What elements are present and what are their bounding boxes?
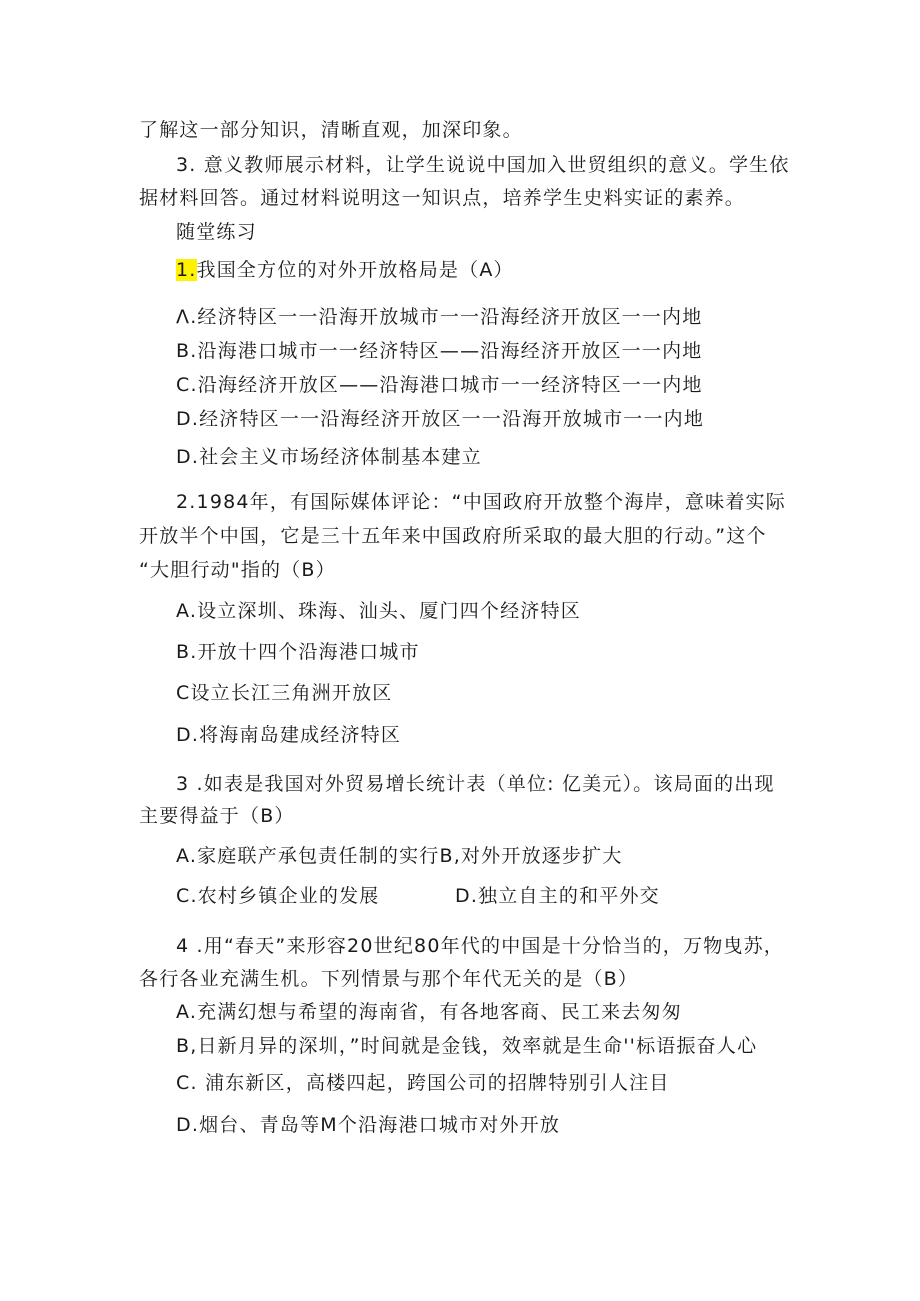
question-3-option-ab: A.家庭联产承包责任制的实行B,对外开放逐步扩大	[176, 845, 623, 867]
question-1-stem	[176, 258, 514, 282]
question-1-option-a: Λ.经济特区一一沿海开放城市一一沿海经济开放区一一内地	[176, 306, 703, 328]
question-1-option-c: C.沿海经济开放区——沿海港口城市一一经济特区一一内地	[176, 374, 703, 396]
question-2-option-b: B.开放十四个沿海港口城市	[176, 641, 420, 663]
question-3-stem-line-2: 主要得益于（B）	[139, 805, 295, 827]
item-3-line-1: 3. 意义教师展示材料，让学生说说中国加入世贸组织的意义。学生依	[176, 154, 790, 176]
question-4-stem-line-1: 4 .用“春天”来形容20世纪80年代的中国是十分恰当的，万物曳苏，	[176, 935, 785, 957]
question-1-number-highlight: 1.	[176, 259, 197, 281]
question-2-option-a: A.设立深圳、珠海、汕头、厦门四个经济特区	[176, 600, 581, 622]
question-2-option-d: D.将海南岛建成经济特区	[176, 724, 402, 746]
question-2-stem-line-3: “大胆行动"指的（B）	[139, 559, 336, 581]
question-3-option-d: D.独立自主的和平外交	[455, 885, 660, 907]
section-title: 随堂练习	[176, 221, 257, 243]
question-4-option-b: B,日新月异的深圳，”时间就是金钱，效率就是生命''标语振奋人心	[176, 1035, 758, 1057]
intro-line: 了解这一部分知识，清晰直观，加深印象。	[139, 119, 523, 141]
question-2-stem-line-2: 开放半个中国，它是三十五年来中国政府所采取的最大胆的行动。”这个	[139, 525, 767, 547]
question-2-option-c: C设立长江三角洲开放区	[176, 682, 393, 704]
question-1-option-d-extra: D.社会主义市场经济体制基本建立	[176, 446, 482, 468]
question-4-option-a: A.充满幻想与希望的海南省，有各地客商、民工来去匆匆	[176, 1001, 682, 1023]
question-3-stem-line-1: 3 .如表是我国对外贸易增长统计表（单位: 亿美元）。该局面的出现	[176, 773, 775, 795]
question-4-option-d: D.烟台、青岛等M个沿海港口城市对外开放	[176, 1114, 561, 1136]
question-1-text: 我国全方位的对外开放格局是（A）	[196, 259, 514, 281]
question-1-option-b: B.沿海港口城市一一经济特区——沿海经济开放区一一内地	[176, 340, 703, 362]
question-2-stem-line-1: 2.1984年，有国际媒体评论：“中国政府开放整个海岸，意味着实际	[176, 491, 786, 513]
question-4-stem-line-2: 各行各业充满生机。下列情景与那个年代无关的是（B）	[139, 968, 639, 990]
question-3-option-c: C.农村乡镇企业的发展	[176, 885, 380, 907]
item-3-line-2: 据材料回答。通过材料说明这一知识点，培养学生史料实证的素养。	[139, 187, 746, 209]
question-4-option-c: C. 浦东新区，高楼四起，跨国公司的招牌特别引人注目	[176, 1072, 670, 1094]
question-1-option-d: D.经济特区一一沿海经济开放区一一沿海开放城市一一内地	[176, 408, 705, 430]
